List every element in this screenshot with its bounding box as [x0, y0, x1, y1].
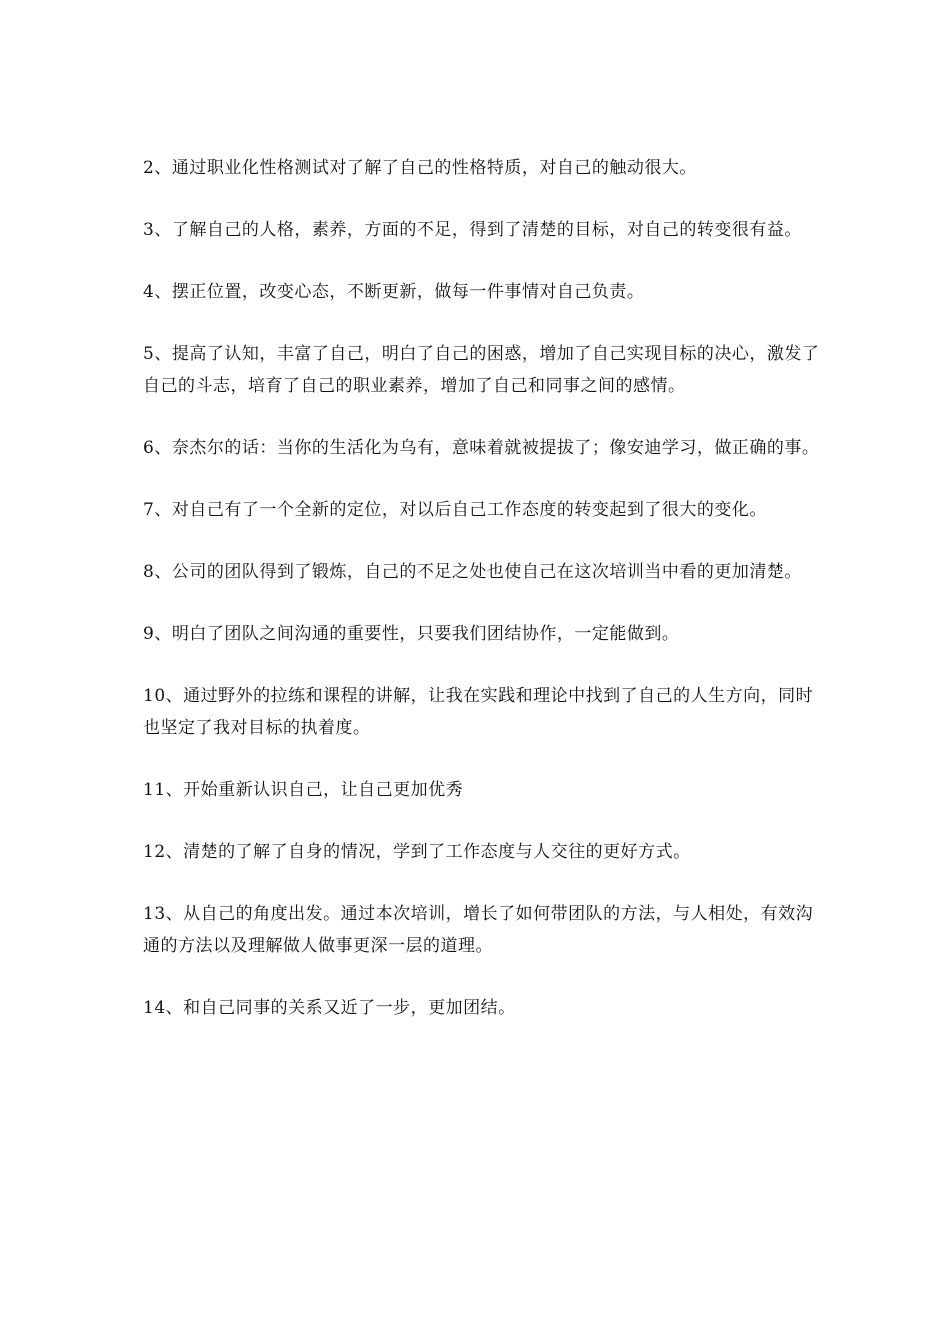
- document-body: [143, 152, 823, 1054]
- list-item: 4、摆正位置，改变心态，不断更新，做每一件事情对自己负责。: [143, 282, 645, 302]
- list-item: 7、对自己有了一个全新的定位，对以后自己工作态度的转变起到了很大的变化。: [143, 500, 767, 520]
- list-item: 5、提高了认知，丰富了自己，明白了自己的困惑，增加了自己实现目标的决心，激发了自己的斗志，培育了自己的职业素养，增加了自己和同事之间的感情。: [143, 344, 820, 396]
- list-item: 10、通过野外的拉练和课程的讲解，让我在实践和理论中找到了自己的人生方向，同时也坚定了我对目标的执着度。: [143, 686, 814, 738]
- list-item: 9、明白了团队之间沟通的重要性，只要我们团结协作，一定能做到。: [143, 624, 680, 644]
- list-item: 13、从自己的角度出发。通过本次培训，增长了如何带团队的方法，与人相处，有效沟通的方法以及理解做人做事更深一层的道理。: [143, 904, 814, 956]
- list-item: 8、公司的团队得到了锻炼，自己的不足之处也使自己在这次培训当中看的更加清楚。: [143, 562, 802, 582]
- list-item: 14、和自己同事的关系又近了一步，更加团结。: [143, 998, 516, 1018]
- list-item: 11、开始重新认识自己，让自己更加优秀: [143, 780, 464, 800]
- list-item: 12、清楚的了解了自身的情况，学到了工作态度与人交往的更好方式。: [143, 842, 691, 862]
- list-item: 3、了解自己的人格，素养，方面的不足，得到了清楚的目标，对自己的转变很有益。: [143, 220, 802, 240]
- list-item: 6、奈杰尔的话：当你的生活化为乌有，意味着就被提拔了；像安迪学习，做正确的事。: [143, 438, 820, 458]
- list-item: 2、通过职业化性格测试对了解了自己的性格特质，对自己的触动很大。: [143, 158, 697, 178]
